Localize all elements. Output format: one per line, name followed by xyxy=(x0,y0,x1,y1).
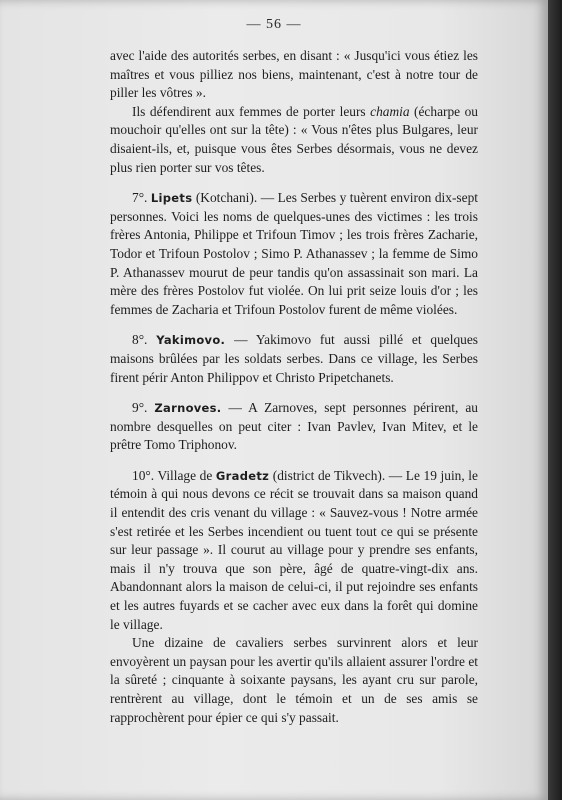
book-spine-edge xyxy=(548,0,562,800)
paragraph-intro-text: avec l'aide des autorités serbes, en disant : « Jusqu'ici vous étiez les maîtres et vous pilliez nos biens, maintenant, c'est à notre tour de piller les vôtres ». xyxy=(110,48,478,101)
section-10-text: (district de Tikvech). — Le 19 juin, le témoin à qui nous devons ce récit se trouvait dans sa maison quand il entendit des cris venant du village : « Sauvez-vous ! Notre armée s'est retirée et les Serbes incendient ou tuent tout ce qui se présente sur leur passage ». Il courut au village pour y prendre ses enfants, mais il n'y trouva que son père, âgé de quatre-vingt-dix ans. Abandonnant alors la maison de celui-ci, il put rejoindre ses enfants et les autres fuyards et se cacher avec eux dans la forêt qui domine le village. xyxy=(110,467,478,632)
paragraph-cavaliers xyxy=(110,634,478,727)
section-10-gradetz xyxy=(110,467,478,634)
section-8-number: 8°. xyxy=(132,332,157,348)
section-8-yakimovo xyxy=(110,331,478,387)
section-10-number: 10°. Village de xyxy=(132,467,216,483)
section-9-text: — A Zarnoves, sept personnes périrent, au nombre desquelles on peut citer : Ivan Pavlev, Ivan Mitev, et le prêtre Tomo Triphonov. xyxy=(110,400,478,453)
paragraph-chamia-italic-term: chamia xyxy=(370,103,410,119)
paragraph-chamia-text-b: (écharpe ou mouchoir qu'elles ont sur la tête) : « Vous n'êtes plus Bulgares, leur disaient-ils, et, puisque vous êtes Serbes désormais, vous ne devez plus rien porter sur vos têtes. xyxy=(110,103,478,175)
page-body-text xyxy=(110,47,478,727)
section-9-number: 9°. xyxy=(132,400,155,416)
section-9-zarnoves xyxy=(110,399,478,455)
section-7-heading: Lipets xyxy=(150,191,193,206)
paragraph-chamia-text-a: Ils défendirent aux femmes de porter leurs xyxy=(132,103,371,119)
section-8-heading: Yakimovo. xyxy=(156,333,226,348)
paragraph-intro xyxy=(110,47,478,103)
page-number: — 56 — xyxy=(246,17,302,32)
section-8-text: — Yakimovo fut aussi pillé et quelques maisons brûlées par les soldats serbes. Dans ce village, les Serbes firent périr Anton Philippov et Christo Pripetchanets. xyxy=(110,332,478,385)
section-7-text: (Kotchani). — Les Serbes y tuèrent environ dix-sept personnes. Voici les noms de quelques-unes des victimes : les trois frères Antonia, Philippe et Trifoun Timov ; les trois frères Zacharie, Todor et Trifoun Postolov ; Simo P. Athanassev ; la femme de Simo P. Athanassev mourut de peur tandis qu'on assassinait son mari. La mère des frères Postolov fut violée. On lui prit seize louis d'or ; les femmes de Zacharia et Trifoun Postolov furent de même violées. xyxy=(110,190,478,317)
paragraph-cavaliers-text: Une dizaine de cavaliers serbes survinrent alors et leur envoyèrent un paysan pour les avertir qu'ils allaient assurer l'ordre et la sûreté ; cinquante à soixante paysans, les ayant cru sur parole, rentrèrent au village, dont le témoin et un de ses amis se rapprochèrent pour épier ce qui s'y passait. xyxy=(110,635,478,725)
section-9-heading: Zarnoves. xyxy=(154,401,222,416)
paragraph-chamia xyxy=(110,103,478,177)
section-10-heading: Gradetz xyxy=(215,468,270,483)
section-7-number: 7°. xyxy=(132,190,151,206)
section-7-lipets xyxy=(110,189,478,319)
